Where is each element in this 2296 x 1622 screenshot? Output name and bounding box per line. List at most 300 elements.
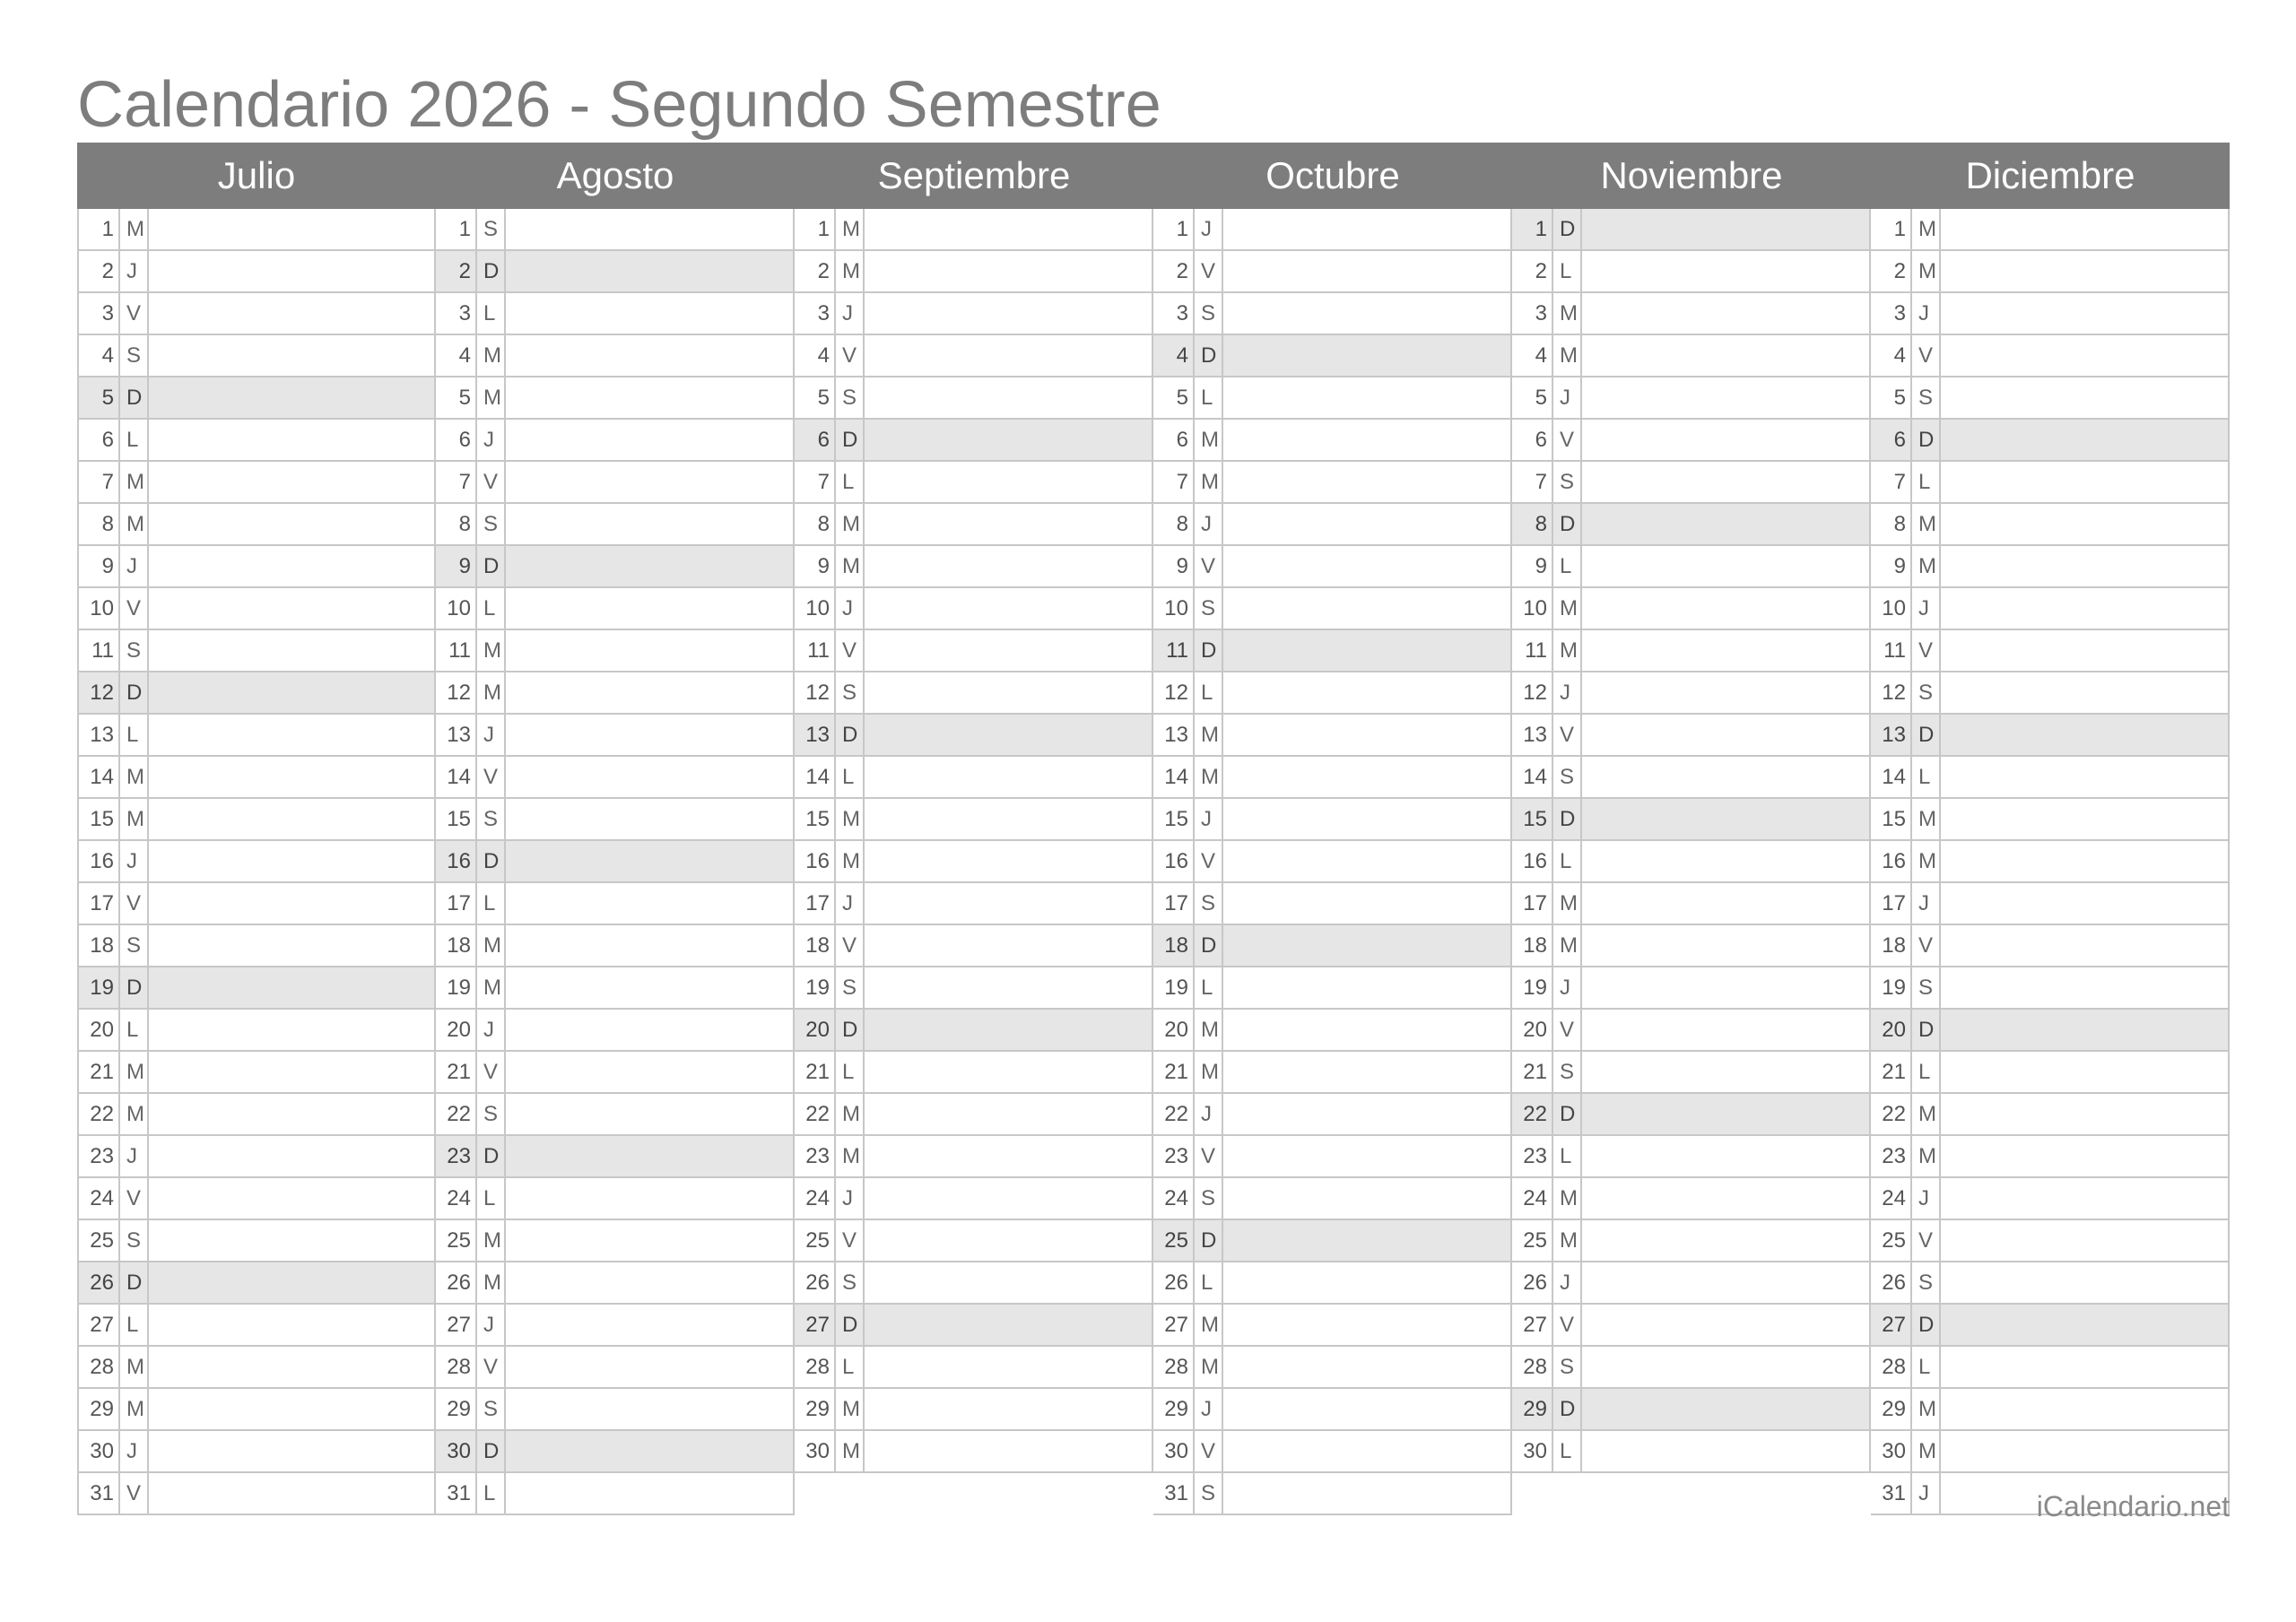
- weekday-letter: D: [836, 420, 865, 460]
- day-row: [436, 1473, 795, 1515]
- day-number: 21: [1153, 1052, 1195, 1092]
- day-note-cell: [1223, 251, 1510, 291]
- day-number: 10: [1871, 588, 1912, 629]
- day-number: 30: [79, 1431, 120, 1471]
- day-note-cell: [1582, 1347, 1869, 1387]
- day-row: [795, 715, 1153, 757]
- day-note-cell: [1941, 799, 2228, 839]
- day-number: 30: [1871, 1431, 1912, 1471]
- weekday-letter: M: [836, 1136, 865, 1176]
- day-row: [795, 841, 1153, 883]
- day-number: 30: [1153, 1431, 1195, 1471]
- day-number: 29: [1512, 1389, 1553, 1429]
- day-number: 16: [1512, 841, 1553, 881]
- day-row: [1512, 504, 1871, 546]
- day-note-cell: [865, 1010, 1152, 1050]
- day-row: [1153, 1052, 1512, 1094]
- day-row: [436, 462, 795, 504]
- day-number: 30: [436, 1431, 477, 1471]
- day-row: [1153, 883, 1512, 925]
- day-note-cell: [865, 672, 1152, 713]
- day-note-cell: [506, 462, 793, 502]
- days-grid: [77, 209, 2230, 1515]
- day-number: 16: [1153, 841, 1195, 881]
- weekday-letter: M: [1195, 1052, 1223, 1092]
- weekday-letter: L: [1195, 1262, 1223, 1303]
- day-row: [77, 504, 436, 546]
- day-row: [77, 841, 436, 883]
- weekday-letter: S: [1912, 967, 1941, 1008]
- weekday-letter: M: [477, 335, 506, 376]
- day-note-cell: [1582, 925, 1869, 966]
- weekday-letter: V: [836, 335, 865, 376]
- day-note-cell: [149, 925, 434, 966]
- day-number: 10: [1153, 588, 1195, 629]
- weekday-letter: M: [120, 504, 149, 544]
- day-note-cell: [1223, 1305, 1510, 1345]
- weekday-letter: M: [120, 1389, 149, 1429]
- day-number: 7: [1153, 462, 1195, 502]
- weekday-letter: M: [1553, 630, 1582, 671]
- weekday-letter: V: [120, 588, 149, 629]
- day-row: [77, 925, 436, 967]
- weekday-letter: V: [1195, 841, 1223, 881]
- day-note-cell: [1223, 715, 1510, 755]
- day-number: 4: [1153, 335, 1195, 376]
- day-row: [77, 1262, 436, 1305]
- day-row: [795, 1347, 1153, 1389]
- day-note-cell: [506, 883, 793, 924]
- weekday-letter: L: [1912, 1052, 1941, 1092]
- day-row: [1871, 883, 2230, 925]
- day-number: 10: [1512, 588, 1553, 629]
- day-number: 15: [1512, 799, 1553, 839]
- weekday-letter: J: [120, 1136, 149, 1176]
- day-row: [795, 546, 1153, 588]
- day-note-cell: [865, 420, 1152, 460]
- weekday-letter: V: [120, 293, 149, 334]
- day-row: [1871, 420, 2230, 462]
- day-row: [436, 967, 795, 1010]
- day-row: [1512, 209, 1871, 251]
- day-number: 21: [436, 1052, 477, 1092]
- day-number: 9: [436, 546, 477, 586]
- weekday-letter: D: [1912, 715, 1941, 755]
- day-row: [77, 293, 436, 335]
- day-number: 21: [79, 1052, 120, 1092]
- day-number: 13: [436, 715, 477, 755]
- weekday-letter: J: [836, 293, 865, 334]
- day-number: 6: [79, 420, 120, 460]
- day-row: [1153, 420, 1512, 462]
- day-number: 26: [1871, 1262, 1912, 1303]
- weekday-letter: D: [1912, 1305, 1941, 1345]
- day-note-cell: [1223, 1473, 1510, 1514]
- day-note-cell: [1941, 672, 2228, 713]
- weekday-letter: M: [1912, 799, 1941, 839]
- day-number: 28: [1153, 1347, 1195, 1387]
- weekday-letter: S: [120, 1220, 149, 1261]
- day-note-cell: [1941, 757, 2228, 797]
- day-row: [1512, 1389, 1871, 1431]
- day-note-cell: [1941, 715, 2228, 755]
- day-note-cell: [506, 715, 793, 755]
- day-note-cell: [506, 293, 793, 334]
- weekday-letter: M: [1195, 1347, 1223, 1387]
- day-number: 27: [1871, 1305, 1912, 1345]
- day-number: 25: [795, 1220, 836, 1261]
- weekday-letter: M: [1912, 1389, 1941, 1429]
- day-note-cell: [865, 251, 1152, 291]
- day-row: [1871, 1220, 2230, 1262]
- day-note-cell: [865, 209, 1152, 249]
- day-row: [77, 715, 436, 757]
- day-number: 23: [1871, 1136, 1912, 1176]
- day-number: 27: [795, 1305, 836, 1345]
- day-note-cell: [865, 1347, 1152, 1387]
- weekday-letter: D: [477, 841, 506, 881]
- weekday-letter: S: [1553, 1052, 1582, 1092]
- day-note-cell: [506, 209, 793, 249]
- day-note-cell: [506, 1473, 793, 1514]
- day-number: 27: [79, 1305, 120, 1345]
- day-note-cell: [865, 967, 1152, 1008]
- page-title: Calendario 2026 - Segundo Semestre: [77, 69, 1161, 141]
- weekday-letter: D: [1195, 630, 1223, 671]
- day-row: [1153, 1389, 1512, 1431]
- day-note-cell: [506, 1052, 793, 1092]
- day-row: [77, 1094, 436, 1136]
- day-note-cell: [149, 1305, 434, 1345]
- day-number: 27: [436, 1305, 477, 1345]
- weekday-letter: S: [1912, 672, 1941, 713]
- day-number: 24: [436, 1178, 477, 1219]
- day-number: 26: [795, 1262, 836, 1303]
- day-number: 6: [1153, 420, 1195, 460]
- weekday-letter: J: [1912, 293, 1941, 334]
- day-number: 11: [1512, 630, 1553, 671]
- day-row: [1871, 841, 2230, 883]
- month-header-octubre: Octubre: [1265, 154, 1400, 196]
- day-row: [436, 209, 795, 251]
- weekday-letter: J: [1553, 1262, 1582, 1303]
- day-note-cell: [865, 1052, 1152, 1092]
- weekday-letter: V: [120, 883, 149, 924]
- weekday-letter: L: [120, 420, 149, 460]
- day-note-cell: [506, 757, 793, 797]
- day-number: 17: [1871, 883, 1912, 924]
- day-number: 20: [436, 1010, 477, 1050]
- weekday-letter: D: [1553, 1389, 1582, 1429]
- day-note-cell: [1223, 1136, 1510, 1176]
- day-note-cell: [865, 1220, 1152, 1261]
- weekday-letter: M: [120, 209, 149, 249]
- day-note-cell: [865, 588, 1152, 629]
- day-note-cell: [1582, 1431, 1869, 1471]
- day-note-cell: [506, 1220, 793, 1261]
- day-number: 6: [1512, 420, 1553, 460]
- day-note-cell: [1223, 967, 1510, 1008]
- day-note-cell: [1582, 799, 1869, 839]
- weekday-letter: J: [1553, 967, 1582, 1008]
- day-note-cell: [1223, 588, 1510, 629]
- day-number: 23: [79, 1136, 120, 1176]
- weekday-letter: V: [1195, 1431, 1223, 1471]
- month-column-agosto: [436, 209, 795, 1515]
- day-row: [436, 1136, 795, 1178]
- day-number: 17: [795, 883, 836, 924]
- weekday-letter: D: [477, 251, 506, 291]
- day-number: 31: [79, 1473, 120, 1514]
- day-note-cell: [149, 630, 434, 671]
- weekday-letter: V: [1195, 1136, 1223, 1176]
- day-note-cell: [1582, 630, 1869, 671]
- weekday-letter: M: [477, 377, 506, 418]
- day-number: 17: [1512, 883, 1553, 924]
- weekday-letter: L: [1912, 757, 1941, 797]
- day-number: 23: [436, 1136, 477, 1176]
- day-row: [77, 799, 436, 841]
- day-number: 25: [436, 1220, 477, 1261]
- day-row: [1871, 1305, 2230, 1347]
- day-row: [77, 1431, 436, 1473]
- weekday-letter: M: [836, 251, 865, 291]
- day-note-cell: [1582, 1094, 1869, 1134]
- day-row: [1512, 1136, 1871, 1178]
- weekday-letter: J: [120, 1431, 149, 1471]
- day-row: [1153, 462, 1512, 504]
- weekday-letter: J: [120, 841, 149, 881]
- day-number: 24: [1871, 1178, 1912, 1219]
- day-row: [436, 799, 795, 841]
- day-number: 29: [79, 1389, 120, 1429]
- day-number: 30: [1512, 1431, 1553, 1471]
- day-row: [1512, 757, 1871, 799]
- day-note-cell: [506, 420, 793, 460]
- day-number: 7: [79, 462, 120, 502]
- day-row: [77, 546, 436, 588]
- day-note-cell: [149, 799, 434, 839]
- day-note-cell: [149, 967, 434, 1008]
- day-note-cell: [865, 1262, 1152, 1303]
- weekday-letter: M: [836, 1094, 865, 1134]
- day-note-cell: [149, 1052, 434, 1092]
- day-note-cell: [506, 546, 793, 586]
- weekday-letter: V: [836, 630, 865, 671]
- day-row: [795, 293, 1153, 335]
- day-row: [1512, 335, 1871, 377]
- day-row: [436, 1094, 795, 1136]
- month-header-diciembre: Diciembre: [1965, 154, 2135, 196]
- day-note-cell: [1582, 462, 1869, 502]
- day-number: 30: [795, 1431, 836, 1471]
- day-row: [77, 420, 436, 462]
- weekday-letter: S: [1195, 293, 1223, 334]
- weekday-letter: V: [1553, 420, 1582, 460]
- weekday-letter: V: [477, 757, 506, 797]
- day-number: 25: [1871, 1220, 1912, 1261]
- day-row: [1512, 588, 1871, 630]
- weekday-letter: L: [1195, 377, 1223, 418]
- day-row: [1512, 251, 1871, 293]
- month-header-noviembre: Noviembre: [1600, 154, 1783, 196]
- day-row: [436, 1305, 795, 1347]
- weekday-letter: L: [1553, 841, 1582, 881]
- day-number: 11: [1871, 630, 1912, 671]
- day-number: 11: [1153, 630, 1195, 671]
- weekday-letter: M: [1195, 715, 1223, 755]
- weekday-letter: M: [1553, 293, 1582, 334]
- day-row: [77, 335, 436, 377]
- weekday-letter: V: [1553, 1010, 1582, 1050]
- day-row: [795, 630, 1153, 672]
- day-note-cell: [149, 209, 434, 249]
- day-number: 9: [79, 546, 120, 586]
- day-row: [1512, 420, 1871, 462]
- weekday-letter: L: [1553, 1431, 1582, 1471]
- day-number: 8: [436, 504, 477, 544]
- day-number: 12: [79, 672, 120, 713]
- day-note-cell: [1582, 504, 1869, 544]
- weekday-letter: S: [120, 925, 149, 966]
- day-number: 20: [1871, 1010, 1912, 1050]
- day-row: [1512, 715, 1871, 757]
- day-number: 20: [795, 1010, 836, 1050]
- day-row: [1153, 715, 1512, 757]
- weekday-letter: M: [477, 925, 506, 966]
- day-note-cell: [1941, 546, 2228, 586]
- day-row: [795, 757, 1153, 799]
- day-number: 29: [1871, 1389, 1912, 1429]
- day-number: 28: [1871, 1347, 1912, 1387]
- day-row: [77, 1178, 436, 1220]
- day-number: 24: [1153, 1178, 1195, 1219]
- day-note-cell: [1582, 1052, 1869, 1092]
- day-note-cell: [865, 1389, 1152, 1429]
- day-row: [1512, 546, 1871, 588]
- day-row: [1871, 1094, 2230, 1136]
- day-note-cell: [1582, 546, 1869, 586]
- day-number: 12: [1153, 672, 1195, 713]
- day-number: 6: [1871, 420, 1912, 460]
- day-note-cell: [1941, 1220, 2228, 1261]
- day-row: [1871, 251, 2230, 293]
- weekday-letter: L: [1553, 251, 1582, 291]
- day-row: [795, 967, 1153, 1010]
- day-number: 19: [436, 967, 477, 1008]
- day-row: [795, 1052, 1153, 1094]
- day-number: 21: [1871, 1052, 1912, 1092]
- weekday-letter: M: [1195, 462, 1223, 502]
- day-row: [1871, 967, 2230, 1010]
- day-note-cell: [1582, 883, 1869, 924]
- day-row: [1153, 1178, 1512, 1220]
- day-note-cell: [1941, 209, 2228, 249]
- day-note-cell: [1582, 1262, 1869, 1303]
- day-row: [436, 335, 795, 377]
- weekday-letter: S: [836, 967, 865, 1008]
- day-number: 13: [79, 715, 120, 755]
- day-number: 19: [795, 967, 836, 1008]
- weekday-letter: J: [1553, 377, 1582, 418]
- day-note-cell: [1582, 715, 1869, 755]
- day-row: [77, 1010, 436, 1052]
- day-note-cell: [506, 251, 793, 291]
- day-number: 2: [1153, 251, 1195, 291]
- day-note-cell: [865, 504, 1152, 544]
- weekday-letter: M: [836, 504, 865, 544]
- day-row: [436, 1347, 795, 1389]
- day-row: [1871, 377, 2230, 420]
- weekday-letter: M: [477, 1262, 506, 1303]
- day-number: 4: [1871, 335, 1912, 376]
- day-row: [795, 504, 1153, 546]
- day-number: 18: [79, 925, 120, 966]
- day-note-cell: [865, 462, 1152, 502]
- day-note-cell: [865, 757, 1152, 797]
- day-number: 12: [436, 672, 477, 713]
- day-note-cell: [1223, 1052, 1510, 1092]
- day-number: 22: [79, 1094, 120, 1134]
- day-row: [1153, 1473, 1512, 1515]
- day-number: 19: [1512, 967, 1553, 1008]
- day-row: [1871, 209, 2230, 251]
- day-note-cell: [1941, 1178, 2228, 1219]
- day-number: 11: [795, 630, 836, 671]
- day-number: 3: [1871, 293, 1912, 334]
- weekday-letter: S: [1553, 757, 1582, 797]
- day-number: 1: [79, 209, 120, 249]
- weekday-letter: J: [1553, 672, 1582, 713]
- day-note-cell: [865, 377, 1152, 418]
- day-number: 25: [1512, 1220, 1553, 1261]
- weekday-letter: M: [836, 841, 865, 881]
- day-note-cell: [149, 420, 434, 460]
- day-note-cell: [149, 1136, 434, 1176]
- weekday-letter: D: [1195, 925, 1223, 966]
- day-note-cell: [506, 1178, 793, 1219]
- weekday-letter: L: [1553, 1136, 1582, 1176]
- day-number: 17: [1153, 883, 1195, 924]
- day-note-cell: [1582, 1305, 1869, 1345]
- day-note-cell: [506, 1262, 793, 1303]
- day-row: [1871, 462, 2230, 504]
- day-note-cell: [1941, 1262, 2228, 1303]
- day-number: 1: [795, 209, 836, 249]
- weekday-letter: V: [1912, 335, 1941, 376]
- day-row: [795, 1389, 1153, 1431]
- day-note-cell: [506, 967, 793, 1008]
- day-note-cell: [1582, 1010, 1869, 1050]
- weekday-letter: M: [1195, 757, 1223, 797]
- day-number: 7: [795, 462, 836, 502]
- weekday-letter: V: [1912, 630, 1941, 671]
- day-note-cell: [1223, 504, 1510, 544]
- day-row: [436, 883, 795, 925]
- day-number: 12: [795, 672, 836, 713]
- day-row: [1153, 841, 1512, 883]
- weekday-letter: M: [1553, 925, 1582, 966]
- day-number: 29: [436, 1389, 477, 1429]
- day-row: [77, 1347, 436, 1389]
- weekday-letter: J: [477, 1010, 506, 1050]
- day-row: [795, 335, 1153, 377]
- day-row: [1153, 672, 1512, 715]
- day-note-cell: [1582, 293, 1869, 334]
- weekday-letter: V: [836, 925, 865, 966]
- day-note-cell: [1223, 462, 1510, 502]
- day-row: [795, 1220, 1153, 1262]
